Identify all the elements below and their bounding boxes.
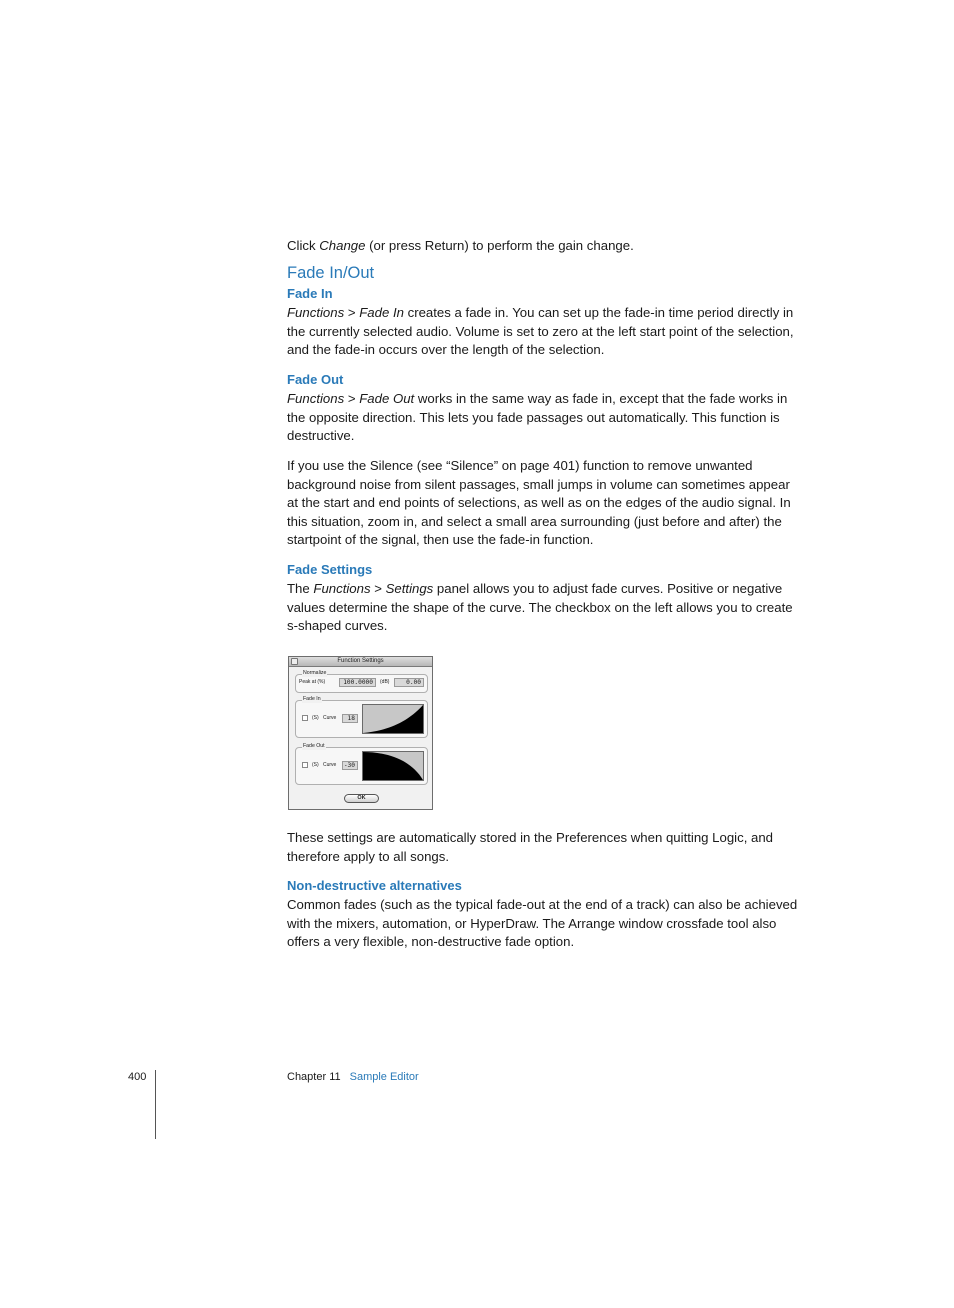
dialog-title-bar (289, 657, 432, 667)
section-label: Sample Editor (349, 1071, 419, 1083)
fade-in-s-label: (S) (312, 715, 319, 721)
fade-in-group (295, 696, 428, 738)
db-label: (dB) (380, 679, 390, 685)
fade-in-heading: Fade In (287, 286, 333, 301)
fade-in-paragraph (287, 304, 799, 360)
menu-separator: > (344, 391, 360, 406)
normalize-group (295, 670, 428, 693)
chapter-label: Chapter 11 (287, 1071, 341, 1083)
fade-out-curve-graph (362, 751, 424, 781)
intro-text-end: (or press Return) to perform the gain change. (365, 238, 634, 253)
section-title: Fade In/Out (287, 264, 375, 282)
menu-fade-in: Fade In (359, 305, 404, 320)
fade-settings-heading: Fade Settings (287, 562, 373, 577)
fade-in-curve-shape (363, 705, 423, 733)
non-destructive-heading: Non-destructive alternatives (287, 878, 462, 893)
fade-settings-text-start: The (287, 581, 314, 596)
peak-label: Peak at (%) (299, 679, 326, 685)
fade-settings-text: panel allows you to adjust fade curves. Positive or negative values determine the shape of the curve. The checkbox on the left allows you to create s-shaped curves. (287, 581, 793, 634)
menu-fade-out: Fade Out (359, 391, 415, 406)
fade-in-curve-label: Curve (323, 715, 337, 721)
close-icon[interactable] (291, 658, 298, 665)
page-number: 400 (128, 1071, 147, 1083)
ok-button[interactable]: OK (344, 794, 379, 803)
non-destructive-paragraph: Common fades (such as the typical fade-out at the end of a track) can also be achieved with the mixers, automation, or HyperDraw. The Arrange window crossfade tool also offers a very flexible, non-destructive fade option. (287, 897, 798, 950)
fade-out-curve-label: Curve (323, 762, 337, 768)
fade-out-s-curve-checkbox[interactable] (302, 762, 308, 768)
fade-out-paragraph (287, 390, 799, 446)
fade-settings-paragraph (287, 580, 799, 636)
fade-out-curve-field[interactable]: -30 (342, 761, 358, 770)
menu-functions: Functions (287, 305, 345, 320)
normalize-label: Normalize (303, 670, 327, 676)
intro-text: Click (287, 238, 320, 253)
footer-chapter (287, 1071, 419, 1083)
preferences-paragraph: These settings are automatically stored in the Preferences when quitting Logic, and therefore apply to all songs. (287, 830, 774, 864)
function-settings-dialog (288, 656, 433, 810)
fade-out-curve-shape (363, 752, 423, 780)
fade-out-group (295, 743, 428, 785)
menu-separator: > (370, 581, 386, 596)
intro-emphasis: Change (319, 238, 366, 253)
peak-percent-field[interactable]: 100.0000 (339, 678, 376, 687)
fade-in-s-curve-checkbox[interactable] (302, 715, 308, 721)
fade-out-text: works in the same way as fade in, except that the fade works in the opposite direction. This lets you fade passages out automatically. This function is destructive. (287, 391, 788, 444)
footer-divider (155, 1070, 156, 1139)
fade-out-s-label: (S) (312, 762, 319, 768)
menu-settings: Settings (385, 581, 434, 596)
fade-in-group-label: Fade In (303, 696, 321, 702)
menu-separator: > (344, 305, 360, 320)
fade-in-curve-field[interactable]: 18 (342, 714, 358, 723)
fade-in-text: creates a fade in. You can set up the fade-in time period directly in the currently selected audio. Volume is set to zero at the left start point of the selection, and the fade-in occurs over the length of the selection. (287, 305, 794, 358)
silence-paragraph: If you use the Silence (see “Silence” on page 401) function to remove unwanted background noise from silent passages, small jumps in volume can sometimes appear at the start and end points of selections, as well as on the edges of the audio signal. In this situation, zoom in, and select a small area surrounding (just before and after) the startpoint of the signal, then use the fade-in function. (287, 458, 791, 548)
dialog-title: Function Settings (337, 658, 384, 664)
fade-out-heading: Fade Out (287, 372, 344, 387)
peak-db-field[interactable]: 0.00 (394, 678, 424, 687)
menu-functions: Functions (313, 581, 371, 596)
menu-functions: Functions (287, 391, 345, 406)
fade-in-curve-graph (362, 704, 424, 734)
intro-paragraph (287, 237, 799, 256)
fade-out-group-label: Fade Out (303, 743, 325, 749)
